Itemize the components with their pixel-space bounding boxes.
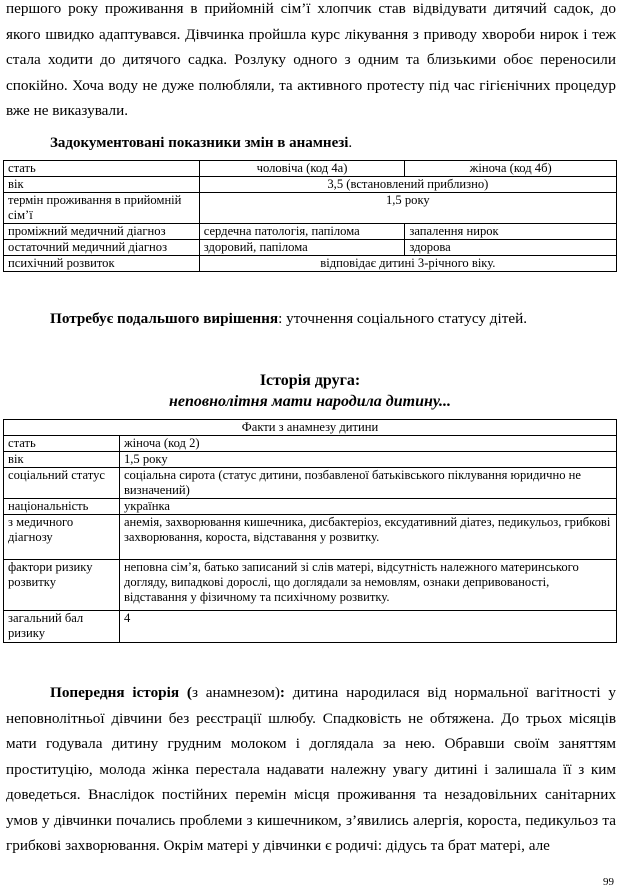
- row-label: стать: [4, 161, 200, 177]
- row-label: соціальний статус: [4, 468, 120, 499]
- table-row: [4, 515, 617, 560]
- row-label: стать: [4, 436, 120, 452]
- changes-heading-suffix: .: [348, 135, 353, 151]
- history-label: Попередня історія: [50, 684, 180, 701]
- merged-cell: 3,5 (встановлений приблизно): [199, 177, 616, 193]
- story-title: Історія друга:: [259, 372, 361, 389]
- male-cell: здоровий, папілома: [199, 240, 405, 256]
- row-value: жіноча (код 2): [119, 436, 616, 452]
- merged-cell: відповідає дитині 3-річного віку.: [199, 256, 616, 272]
- history-colon: :: [279, 684, 285, 701]
- row-value: 4: [119, 611, 616, 643]
- table-row: [4, 436, 617, 452]
- changes-table: [3, 160, 617, 272]
- row-label: проміжний медичний діагноз: [4, 224, 200, 240]
- row-label: загальний бал ризику: [4, 611, 120, 643]
- table-header-row: [4, 420, 617, 436]
- row-value: 1,5 року: [119, 452, 616, 468]
- anamnesis-table: [3, 419, 617, 643]
- table-header: Факти з анамнезу дитини: [4, 420, 617, 436]
- table-row: [4, 452, 617, 468]
- row-value: українка: [119, 499, 616, 515]
- further-text: : уточнення соціального статусу дітей.: [278, 310, 528, 327]
- table-row: [4, 611, 617, 643]
- table-row: [4, 240, 617, 256]
- table-row: [4, 193, 617, 224]
- row-label: фактори ризику розвитку: [4, 560, 120, 611]
- table-row: [4, 224, 617, 240]
- history-open: (: [179, 684, 192, 701]
- row-label: психічний розвиток: [4, 256, 200, 272]
- merged-cell: 1,5 року: [199, 193, 616, 224]
- row-value: соціальна сирота (статус дитини, позбавленої батьківського піклування юридично не визначений): [119, 468, 616, 499]
- male-cell: чоловіча (код 4а): [199, 161, 405, 177]
- row-label: вік: [4, 177, 200, 193]
- table-row: [4, 256, 617, 272]
- female-cell: запалення нирок: [405, 224, 617, 240]
- history-source: з анамнезом): [191, 684, 280, 701]
- table-row: [4, 499, 617, 515]
- further-resolution: [50, 306, 610, 332]
- changes-heading: [50, 135, 352, 152]
- row-label: вік: [4, 452, 120, 468]
- row-value: анемія, захворювання кишечника, дисбактеріоз, ексудативний діатез, педикульоз, грибкові захворювання, короста, відставання у розвитку.: [119, 515, 616, 560]
- row-label: остаточний медичний діагноз: [4, 240, 200, 256]
- intro-paragraph: першого року проживання в прийомній сім’ї хлопчик став відвідувати дитячий садок, до якого швидко адаптувався. Дівчинка пройшла курс лікування з приводу хвороби нирок і теж стала ходити до дитячого садка. Розлуку одного з одним та близькими обоє переносили спокійно. Хоча воду не дуже полюбляли, та активного протесту під час гігієнічних процедур вже не виказували.: [6, 0, 616, 119]
- row-value: неповна сім’я, батько записаний зі слів матері, відсутність належного материнського догляду, випадкові дорослі, що доглядали за немовлям, ознаки депривованості, відставання у фізичному та психічному розвитку.: [119, 560, 616, 611]
- female-cell: жіноча (код 4б): [405, 161, 617, 177]
- story-subtitle: неповнолітня мати народила дитину...: [169, 393, 451, 410]
- changes-heading-text: Задокументовані показники змін в анамнезі: [50, 135, 349, 151]
- table-row: [4, 468, 617, 499]
- male-cell: сердечна патологія, папілома: [199, 224, 405, 240]
- page-number: 99: [603, 876, 614, 888]
- table-row: [4, 177, 617, 193]
- row-label: з медичного діагнозу: [4, 515, 120, 560]
- history-text: дитина народилася від нормальної вагітності у неповнолітньої дівчини без реєстрації шлюбу. Спадковість не обтяжена. До трьох місяців мати годувала дитину грудним молоком і доглядала за нею. Обравши своїм заняттям проституцію, молода жінка перестала надавати належну увагу дитині і залишала її з ким доведеться. Внаслідок постійних перемін місця проживання та незадовільних санітарних умов у дівчинки почались проблеми з кишечником, з’явились алергія, короста, педикульоз та грибкові захворювання. Окрім матері у дівчинки є родичі: дідусь та брат матері, але: [6, 684, 616, 854]
- history-paragraph: [6, 680, 616, 859]
- row-label: термін проживання в прийомній сім’ї: [4, 193, 200, 224]
- further-label: Потребує подальшого вирішення: [50, 310, 279, 327]
- row-label: національність: [4, 499, 120, 515]
- female-cell: здорова: [405, 240, 617, 256]
- table-row: [4, 560, 617, 611]
- table-row: [4, 161, 617, 177]
